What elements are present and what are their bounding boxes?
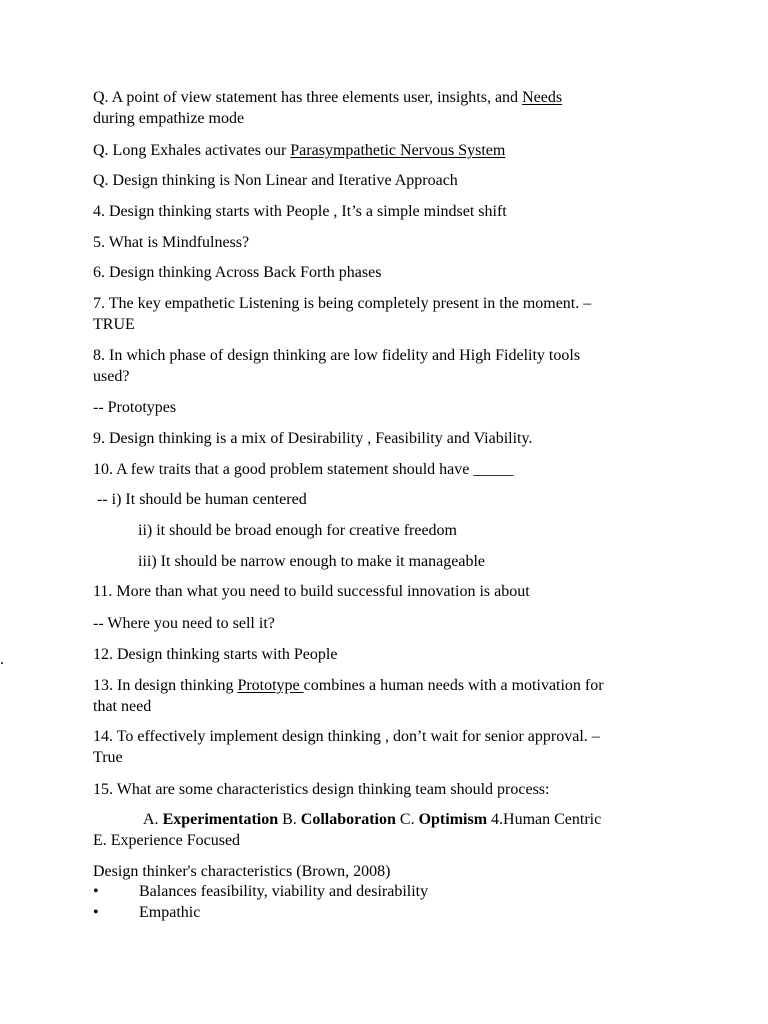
question-text-suffix: combines a human needs with a motivation for xyxy=(303,677,604,694)
question-7: 7. The key empathetic Listening is being completely present in the moment. – xyxy=(93,295,592,312)
option-b-label: B. xyxy=(278,811,301,828)
option-a-bold: Experimentation xyxy=(162,811,279,828)
brown-item-1: Balances feasibility, viability and desirability xyxy=(139,883,429,900)
question-10-answer-1: -- i) It should be human centered xyxy=(97,491,307,508)
bullet-icon: • xyxy=(93,904,99,921)
question-10-answer-2: ii) it should be broad enough for creative freedom xyxy=(138,522,457,539)
question-6: 6. Design thinking Across Back Forth phases xyxy=(93,264,382,281)
question-13-continued: that need xyxy=(93,698,152,715)
option-c-bold: Optimism xyxy=(418,811,488,828)
question-7-answer: TRUE xyxy=(93,316,135,333)
bullet-icon: • xyxy=(93,883,99,900)
option-c-label: C. xyxy=(395,811,419,828)
question-10-answer-3: iii) It should be narrow enough to make it manageable xyxy=(138,553,486,570)
question-11-answer: -- Where you need to sell it? xyxy=(93,615,275,632)
question-text: 13. In design thinking xyxy=(93,677,238,694)
option-b-bold: Collaboration xyxy=(300,811,396,828)
question-12: 12. Design thinking starts with People xyxy=(93,646,338,663)
question-4: 4. Design thinking starts with People , It’s a simple mindset shift xyxy=(93,203,507,220)
question-long-exhales xyxy=(93,141,505,161)
margin-mark: . xyxy=(0,651,4,668)
question-13 xyxy=(93,676,604,696)
question-14: 14. To effectively implement design thinking , don’t wait for senior approval. – xyxy=(93,728,600,745)
brown-item-2: Empathic xyxy=(139,904,201,921)
question-9: 9. Design thinking is a mix of Desirability , Feasibility and Viability. xyxy=(93,430,533,447)
question-14-answer: True xyxy=(93,749,123,766)
answer-underlined: Prototype xyxy=(237,677,304,694)
question-15-answers xyxy=(143,810,601,830)
option-a-label: A. xyxy=(143,811,163,828)
question-11: 11. More than what you need to build successful innovation is about xyxy=(93,583,530,600)
question-pov xyxy=(93,88,562,108)
answer-underlined: Needs xyxy=(522,89,563,106)
question-nonlinear: Q. Design thinking is Non Linear and Iterative Approach xyxy=(93,172,458,189)
question-5: 5. What is Mindfulness? xyxy=(93,234,250,251)
question-8-answer: -- Prototypes xyxy=(93,399,177,416)
option-d-text: 4.Human Centric xyxy=(487,811,602,828)
question-8-continued: used? xyxy=(93,368,130,385)
answer-underlined: Parasympathetic Nervous System xyxy=(290,142,506,159)
question-text: Q. A point of view statement has three elements user, insights, and xyxy=(93,89,523,106)
brown-heading: Design thinker's characteristics (Brown, 2008) xyxy=(93,863,391,880)
question-text: Q. Long Exhales activates our xyxy=(93,142,291,159)
question-10: 10. A few traits that a good problem statement should have _____ xyxy=(93,461,514,478)
question-15-answer-e: E. Experience Focused xyxy=(93,832,241,849)
question-pov-continued: during empathize mode xyxy=(93,110,245,127)
question-15: 15. What are some characteristics design thinking team should process: xyxy=(93,781,550,798)
question-8: 8. In which phase of design thinking are low fidelity and High Fidelity tools xyxy=(93,347,581,364)
